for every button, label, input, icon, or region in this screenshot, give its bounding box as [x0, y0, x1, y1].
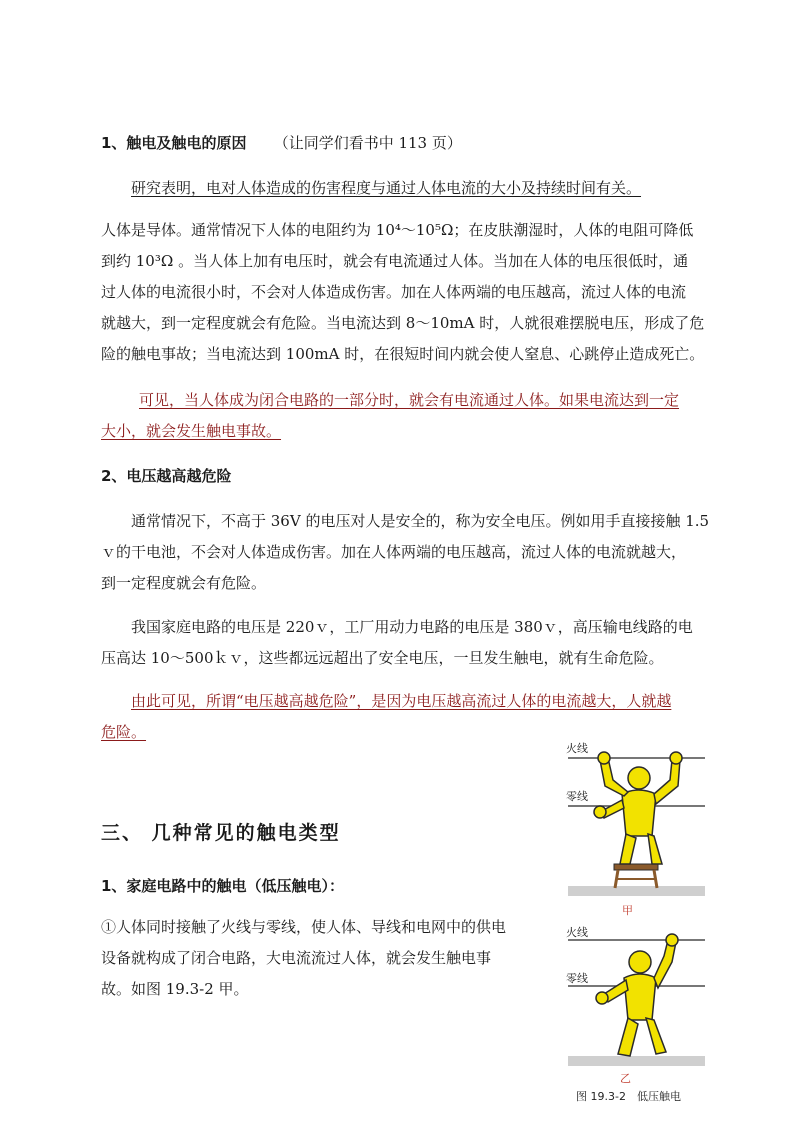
figure-panel-a — [560, 738, 710, 898]
body-line: 人体是导体。通常情况下人体的电阻约为 10⁴～10⁵Ω；在皮肤潮湿时，人体的电阻可降低 — [101, 221, 694, 239]
para-line: 压高达 10～500ｋｖ，这些都远远超出了安全电压，一旦发生触电，就有生命危险。 — [101, 649, 664, 667]
neutral-wire-label-a: 零线 — [566, 790, 588, 803]
panel-b-label: 乙 — [620, 1072, 631, 1085]
para-line: ①人体同时接触了火线与零线，使人体、导线和电网中的供电 — [101, 918, 507, 936]
para-line: 到一定程度就会有危险。 — [101, 574, 267, 592]
body-line: 险的触电事故；当电流达到 100mA 时，在很短时间内就会使人窒息、心跳停止造成死亡。 — [101, 345, 705, 363]
para-line: 通常情况下，不高于 36V 的电压对人是安全的，称为安全电压。例如用手直接接触 1.5 — [131, 512, 710, 530]
body-line: 到约 10³Ω 。当人体上加有电压时，就会有电流通过人体。当加在人体的电压很低时，通 — [101, 252, 689, 270]
panel-a-label: 甲 — [622, 904, 633, 917]
research-text: 研究表明，电对人体造成的伤害程度与通过人体电流的大小及持续时间有关。 — [131, 179, 642, 197]
para-line: 我国家庭电路的电压是 220ｖ，工厂用动力电路的电压是 380ｖ，高压输电线路的电 — [131, 618, 693, 636]
para-line: ｖ的干电池，不会对人体造成伤害。加在人体两端的电压越高，流过人体的电流就越大， — [101, 543, 687, 561]
section2-heading: 2、电压越高越危险 — [101, 467, 232, 485]
conclusion-line: 可见，当人体成为闭合电路的一部分时，就会有电流通过人体。如果电流达到一定 — [139, 391, 680, 409]
conclusion-line: 由此可见，所谓“电压越高越危险”，是因为电压越高流过人体的电流越大，人就越 — [131, 692, 672, 710]
person-figure-b — [604, 940, 676, 1056]
section1-conclusion — [101, 385, 741, 447]
figure-low-voltage-shock — [560, 738, 710, 1108]
para-line: 故。如图 19.3-2 甲。 — [101, 980, 249, 998]
para-line: 设备就构成了闭合电路，大电流流过人体，就会发生触电事 — [101, 949, 492, 967]
section3-para — [101, 912, 541, 1005]
conclusion-line: 大小，就会发生触电事故。 — [101, 422, 282, 440]
neutral-wire-label-b: 零线 — [566, 972, 588, 985]
floor — [568, 886, 705, 896]
conclusion-line: 危险。 — [101, 723, 147, 741]
figure-caption: 图 19.3-2 低压触电 — [576, 1090, 681, 1103]
section3-heading: 三、 几种常见的触电类型 — [101, 822, 341, 844]
figure-panel-b — [560, 916, 710, 1076]
section3-subheading: 1、家庭电路中的触电（低压触电）： — [101, 877, 344, 895]
live-wire-label-b: 火线 — [566, 926, 588, 939]
body-line: 过人体的电流很小时，不会对人体造成伤害。加在人体两端的电压越高，流过人体的电流 — [101, 283, 687, 301]
section1-heading-row — [101, 132, 462, 153]
research-line — [131, 173, 641, 204]
body-line: 就越大，到一定程度就会有危险。当电流达到 8～10mA 时，人就很难摆脱电压，形成了危 — [101, 314, 705, 332]
hand-on-live-wire — [666, 934, 678, 946]
section1-body — [101, 215, 741, 370]
hand-on-neutral-wire — [594, 806, 606, 818]
section2-para2 — [101, 612, 741, 674]
section2-para1 — [101, 506, 741, 599]
live-wire-label-a: 火线 — [566, 742, 588, 755]
stool-seat — [614, 864, 658, 870]
person-figure-a — [600, 758, 680, 864]
hand-on-live-wire — [598, 752, 610, 764]
floor — [568, 1056, 705, 1066]
section1-heading: 1、触电及触电的原因 — [101, 134, 247, 152]
section1-note: （让同学们看书中 113 页） — [273, 134, 462, 152]
hand-on-live-wire — [670, 752, 682, 764]
hand-free — [596, 992, 608, 1004]
